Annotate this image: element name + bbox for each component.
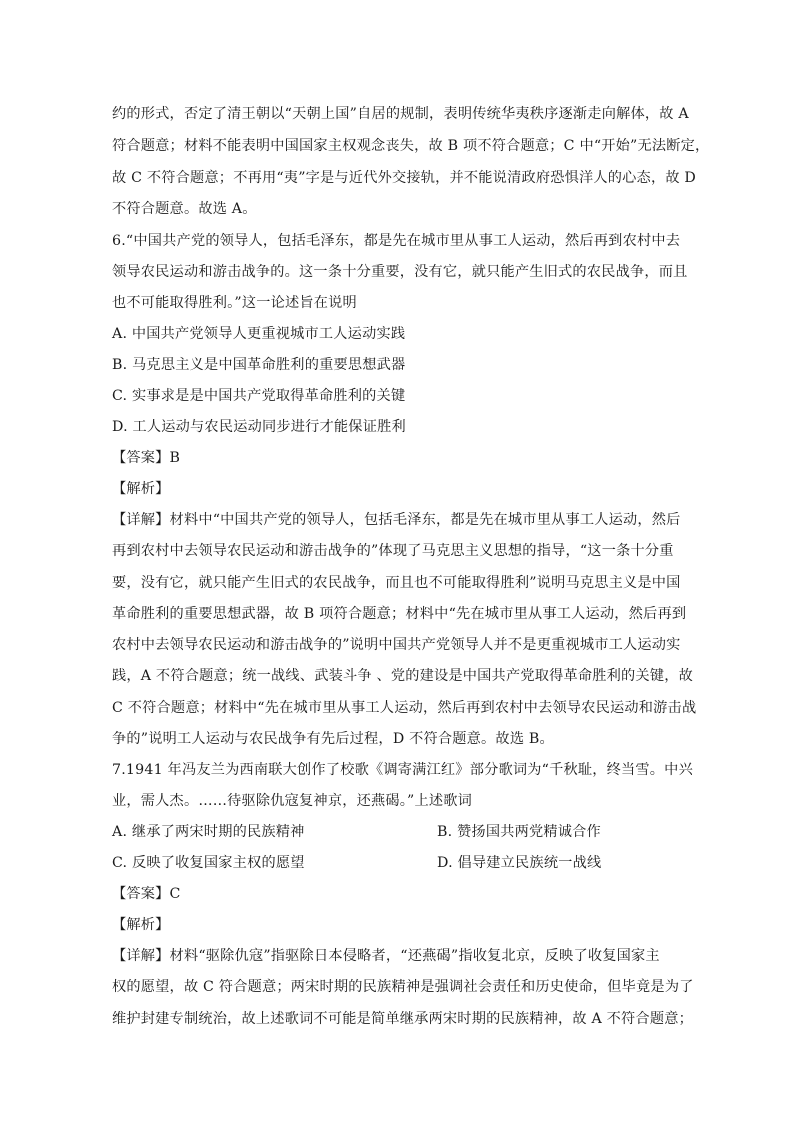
q6-stem-line: 也不可能取得胜利。”这一论述旨在说明 [112,295,357,311]
q6-option-c: C. 实事求是是中国共产党取得革命胜利的关键 [112,388,406,404]
q6-detail-line: 要，没有它，就只能产生旧式的农民战争，而且也不可能取得胜利”说明马克思主义是中国 [112,575,681,591]
q5-text-line: 符合题意；材料不能表明中国国家主权观念丧失，故 B 项不符合题意；C 中“开始”无法断定， [112,138,710,154]
q6-detail-line: 革命胜利的重要思想武器，故 B 项符合题意；材料中“先在城市里从事工人运动，然后再到 [112,606,687,622]
q6-detail-line: 【详解】材料中“中国共产党的领导人，包括毛泽东，都是先在城市里从事工人运动，然后 [112,512,681,528]
q7-detail-line: 【详解】材料“驱除仇寇”指驱除日本侵略者，“还燕碣”指收复北京，反映了收复国家主 [112,948,660,964]
q6-analysis-label: 【解析】 [112,481,170,497]
q7-analysis-label: 【解析】 [112,917,170,933]
q6-option-a: A. 中国共产党领导人更重视城市工人运动实践 [112,326,406,342]
q6-detail-line: 再到农村中去领导农民运动和游击战争的”体现了马克思主义思想的指导，“这一条十分重 [112,543,674,559]
q6-detail-line: 争的”说明工人运动与农民战争有先后过程，D 不符合题意。故选 B。 [112,731,554,747]
q7-detail-line: 维护封建专制统治，故上述歌词不可能是简单继承两宋时期的民族精神，故 A 不符合题意； [112,1011,693,1027]
q6-detail-line: 践，A 不符合题意；统一战线、武装斗争 、党的建设是中国共产党取得革命胜利的关键，故 [112,668,693,684]
q7-stem-line: 业，需人杰。……待驱除仇寇复神京，还燕碣。”上述歌词 [112,793,473,809]
q5-text-line: 不符合题意。故选 A。 [112,201,257,217]
q6-detail-line: C 不符合题意；材料中“先在城市里从事工人运动，然后再到农村中去领导农民运动和游击战 [112,700,697,716]
q7-answer: 【答案】C [112,886,181,902]
q7-option-c: C. 反映了收复国家主权的愿望 [112,855,305,871]
q7-option-b: B. 赞扬国共两党精诚合作 [437,824,601,840]
q5-text-line: 约的形式，否定了清王朝以“天朝上国”自居的规制，表明传统华夷秩序逐渐走向解体，故 A [112,106,689,122]
q6-answer: 【答案】B [112,450,181,466]
q5-text-line: 故 C 不符合题意；不再用“夷”字是与近代外交接轨，并不能说清政府恐惧洋人的心态，故 D [112,170,697,186]
q7-option-a: A. 继承了两宋时期的民族精神 [112,824,305,840]
q6-option-d: D. 工人运动与农民运动同步进行才能保证胜利 [112,419,406,435]
q7-stem-line: 7.1941 年冯友兰为西南联大创作了校歌《调寄满江红》部分歌词为“千秋耻，终当雪。中兴 [112,762,693,778]
q6-option-b: B. 马克思主义是中国革命胜利的重要思想武器 [112,357,406,373]
q6-stem-line: 6.“中国共产党的领导人，包括毛泽东，都是先在城市里从事工人运动，然后再到农村中去 [112,233,681,249]
q6-detail-line: 农村中去领导农民运动和游击战争的”说明中国共产党领导人并不是更重视城市工人运动实 [112,637,681,653]
q7-detail-line: 权的愿望，故 C 符合题意；两宋时期的民族精神是强调社会责任和历史使命，但毕竟是为了 [112,979,694,995]
q6-stem-line: 领导农民运动和游击战争的。这一条十分重要，没有它，就只能产生旧式的农民战争，而且 [112,264,688,280]
q7-option-d: D. 倡导建立民族统一战线 [437,855,602,871]
